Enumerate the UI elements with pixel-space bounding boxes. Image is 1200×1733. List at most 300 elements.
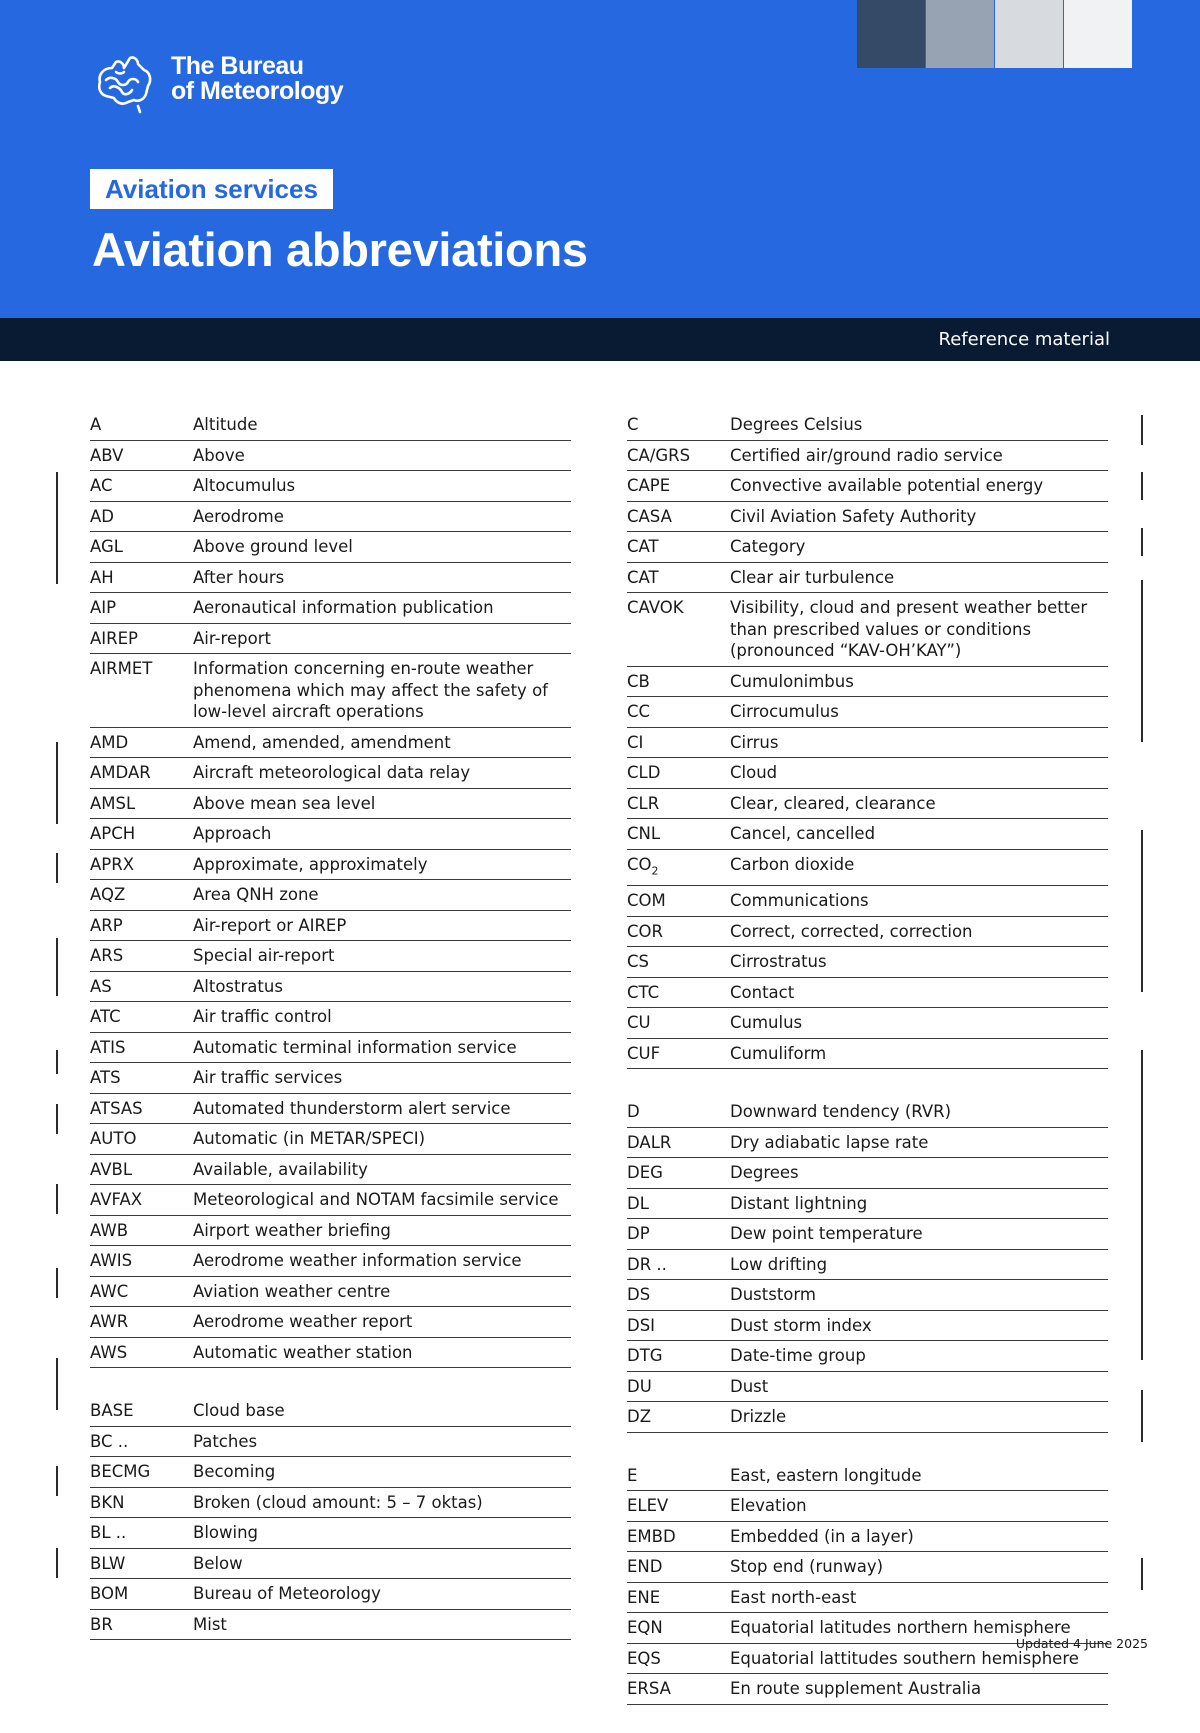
definition: East north-east [730, 1587, 857, 1607]
definition: Air-report [193, 628, 271, 648]
abbreviation-row [627, 1341, 1108, 1372]
abbreviation-text: DP [627, 1224, 650, 1244]
abbreviation [627, 1162, 730, 1184]
abbreviation [627, 1012, 730, 1034]
australia-map-icon [94, 52, 156, 114]
abbreviation [627, 1345, 730, 1367]
abbreviation-row [627, 1219, 1108, 1250]
abbreviation-row [627, 410, 1108, 441]
abbreviation [627, 536, 730, 558]
abbreviation [90, 1037, 193, 1059]
abbreviation-row [627, 850, 1108, 887]
definition: Downward tendency (RVR) [730, 1102, 952, 1122]
abbreviation [627, 475, 730, 497]
change-bar [56, 1358, 58, 1410]
abbreviation [627, 597, 730, 662]
abbreviation-text: E [627, 1465, 638, 1485]
definition: Date-time group [730, 1346, 866, 1366]
definition: Dry adiabatic lapse rate [730, 1132, 929, 1152]
abbreviation-row [627, 1039, 1108, 1070]
abbreviation-text: ABV [90, 445, 124, 465]
abbreviation-row [90, 1002, 571, 1033]
abbreviation [90, 597, 193, 619]
abbreviation-text: AQZ [90, 885, 126, 904]
reference-label: Reference material [938, 329, 1110, 350]
change-bar [56, 853, 58, 883]
abbreviation-text: CTC [627, 982, 660, 1002]
abbreviation-text: AMSL [90, 793, 136, 813]
abbreviation [90, 1220, 193, 1242]
definition: Elevation [730, 1496, 807, 1516]
abbreviation-row [90, 1396, 571, 1427]
abbreviation-text: AS [90, 976, 112, 996]
abbreviation [90, 1342, 193, 1364]
change-bar [1141, 1558, 1143, 1590]
abbreviation-text: ATS [90, 1068, 121, 1087]
abbreviation [90, 854, 193, 876]
abbreviation [627, 701, 730, 723]
definition: Cirrocumulus [730, 702, 839, 721]
abbreviation [627, 762, 730, 784]
change-bar [56, 1184, 58, 1214]
change-bar [56, 1050, 58, 1074]
abbreviation-text: AIRMET [90, 659, 153, 678]
definition: Cirrostratus [730, 952, 827, 972]
abbreviation-text: AGL [90, 537, 123, 556]
color-swatch [857, 0, 925, 68]
abbreviation-text: COM [627, 891, 666, 911]
abbreviation [90, 536, 193, 558]
abbreviation [90, 976, 193, 998]
abbreviation-row [90, 1094, 571, 1125]
abbreviation-row [90, 1124, 571, 1155]
abbreviation-row [627, 1311, 1108, 1342]
definition: Stop end (runway) [730, 1557, 884, 1577]
change-bar [56, 1104, 58, 1134]
abbreviation-row [627, 789, 1108, 820]
color-swatch [1064, 0, 1132, 68]
definition: Air-report or AIREP [193, 915, 347, 935]
abbreviation-row [90, 758, 571, 789]
abbreviation-row [627, 1491, 1108, 1522]
abbreviation-text: APRX [90, 854, 135, 874]
abbreviation-text: DTG [627, 1346, 663, 1366]
abbreviation-row [90, 471, 571, 502]
abbreviation-row [627, 697, 1108, 728]
definition: Available, availability [193, 1159, 368, 1179]
definition: Information concerning en-route weather phenomena which may affect the safety of low-level aircraft operations [193, 659, 548, 721]
definition: Blowing [193, 1523, 259, 1542]
letter-group [627, 410, 1108, 1069]
abbreviation-text: AIP [90, 598, 117, 617]
abbreviation [90, 567, 193, 589]
abbreviation-row [627, 1280, 1108, 1311]
definition: Altitude [193, 415, 258, 434]
abbreviation-text: AH [90, 567, 114, 587]
abbreviation [627, 890, 730, 912]
abbreviation [90, 1098, 193, 1120]
definition: Air traffic control [193, 1007, 332, 1026]
abbreviation-row [90, 1427, 571, 1458]
abbreviation-row [90, 1185, 571, 1216]
change-bar [56, 938, 58, 996]
abbreviation-row [627, 1250, 1108, 1281]
change-bar [1141, 1050, 1143, 1360]
abbreviation [90, 445, 193, 467]
abbreviation-text: BASE [90, 1401, 134, 1420]
abbreviation-row [90, 728, 571, 759]
abbreviation-text: EQS [627, 1648, 661, 1668]
abbreviation-row [627, 1189, 1108, 1220]
abbreviation [627, 1678, 730, 1700]
abbreviation-row [90, 624, 571, 655]
definition: Approach [193, 824, 272, 843]
abbreviation-text: BLW [90, 1553, 126, 1573]
abbreviation-text: CUF [627, 1043, 661, 1063]
abbreviation-text: CLD [627, 763, 661, 782]
abbreviation [627, 1193, 730, 1215]
bom-logo-text [171, 54, 343, 104]
abbreviation [627, 567, 730, 589]
abbreviation-text: END [627, 1557, 663, 1577]
abbreviation-row [90, 1277, 571, 1308]
abbreviation-row [627, 1583, 1108, 1614]
abbreviation-row [627, 758, 1108, 789]
definition: Drizzle [730, 1407, 787, 1427]
change-bar [1141, 1390, 1143, 1442]
definition: Degrees Celsius [730, 415, 863, 434]
definition: Aerodrome [193, 506, 284, 526]
definition: Dew point temperature [730, 1224, 923, 1244]
abbreviation-row [90, 941, 571, 972]
definition: Aerodrome weather report [193, 1312, 413, 1331]
abbreviation-text: CASA [627, 506, 672, 526]
definition: Automatic (in METAR/SPECI) [193, 1129, 426, 1148]
change-bar [1141, 580, 1143, 742]
abbreviation-text: AUTO [90, 1129, 137, 1148]
abbreviation [90, 762, 193, 784]
abbreviation-row [627, 667, 1108, 698]
abbreviation-text: COR [627, 921, 663, 941]
definition: Convective available potential energy [730, 476, 1044, 495]
abbreviation [627, 671, 730, 693]
abbreviation [90, 1583, 193, 1605]
abbreviation-text: D [627, 1102, 640, 1122]
abbreviation-row [627, 1372, 1108, 1403]
abbreviation-text: DALR [627, 1132, 672, 1152]
definition: Altocumulus [193, 476, 296, 495]
abbreviation-row [90, 532, 571, 563]
abbreviation-row [90, 1338, 571, 1369]
definition: Contact [730, 982, 795, 1002]
abbreviation [90, 414, 193, 436]
abbreviation-row [627, 1008, 1108, 1039]
abbreviation [627, 1648, 730, 1670]
abbreviation-row [627, 1158, 1108, 1189]
definition: Mist [193, 1614, 227, 1634]
abbreviation [90, 915, 193, 937]
definition: Altostratus [193, 976, 283, 996]
abbreviation-subscript: 2 [651, 863, 659, 877]
definition: Civil Aviation Safety Authority [730, 506, 977, 526]
definition: Below [193, 1553, 243, 1573]
abbreviation [90, 1553, 193, 1575]
abbreviation-text: BECMG [90, 1462, 151, 1481]
abbreviation [627, 1254, 730, 1276]
abbreviation-row [627, 1522, 1108, 1553]
definition: Dust storm index [730, 1315, 872, 1335]
abbreviation-text: C [627, 415, 639, 434]
change-bar [1141, 472, 1143, 500]
definition: Visibility, cloud and present weather better than prescribed values or conditions (pronounced “KAV-OH’KAY”) [730, 598, 1088, 660]
abbreviation-row [90, 1033, 571, 1064]
abbreviation-text: CAPE [627, 476, 671, 495]
abbreviation-text: EMBD [627, 1526, 676, 1546]
abbreviation [90, 1522, 193, 1544]
definition: Equatorial latitudes northern hemisphere [730, 1618, 1071, 1638]
abbreviation-text: A [90, 415, 102, 434]
definition: Special air-report [193, 946, 335, 965]
definition: Degrees [730, 1163, 799, 1183]
abbreviation-row [90, 911, 571, 942]
definition: Automatic terminal information service [193, 1037, 517, 1057]
abbreviation-text: CLR [627, 793, 660, 813]
definition: Broken (cloud amount: 5 – 7 oktas) [193, 1492, 483, 1512]
definition: Duststorm [730, 1285, 816, 1305]
abbreviation-text: AWS [90, 1342, 128, 1362]
abbreviation [627, 1376, 730, 1398]
change-bar [56, 742, 58, 824]
abbreviation-text: ENE [627, 1587, 661, 1607]
abbreviation-text: AVFAX [90, 1190, 143, 1209]
abbreviation-row [90, 563, 571, 594]
change-bar [1141, 830, 1143, 992]
abbreviation-row [627, 1097, 1108, 1128]
abbreviation-row [90, 1457, 571, 1488]
definition: Cloud [730, 763, 778, 782]
abbreviation [627, 732, 730, 754]
logo-line-1: The Bureau [171, 52, 304, 80]
abbreviation-text: ERSA [627, 1679, 671, 1699]
abbreviation-text: DEG [627, 1163, 663, 1183]
abbreviation-row [90, 410, 571, 441]
abbreviation-row [627, 947, 1108, 978]
abbreviation [627, 1223, 730, 1245]
definition: Automatic weather station [193, 1342, 413, 1362]
definition: Carbon dioxide [730, 854, 855, 874]
abbreviation-text: ARS [90, 946, 124, 965]
definition: Clear air turbulence [730, 567, 895, 587]
abbreviation [627, 1406, 730, 1428]
abbreviation-text: DS [627, 1285, 651, 1305]
change-bar [56, 1268, 58, 1298]
section-label: Aviation services [90, 169, 333, 209]
abbreviation-row [90, 819, 571, 850]
definition: Approximate, approximately [193, 854, 428, 874]
definition: Equatorial lattitudes southern hemisphere [730, 1648, 1079, 1668]
definition: Communications [730, 891, 869, 911]
abbreviation-text: AMDAR [90, 763, 151, 782]
abbreviation [90, 506, 193, 528]
definition: Embedded (in a layer) [730, 1526, 914, 1546]
abbreviation-text: AWIS [90, 1251, 133, 1270]
abbreviation-row [627, 978, 1108, 1009]
definition: Amend, amended, amendment [193, 732, 451, 752]
definition: Distant lightning [730, 1193, 868, 1213]
letter-group [627, 1097, 1108, 1433]
abbreviation-row [627, 917, 1108, 948]
abbreviation-row [90, 972, 571, 1003]
abbreviation [90, 628, 193, 650]
abbreviation-row [627, 563, 1108, 594]
definition: Aviation weather centre [193, 1281, 391, 1301]
abbreviation-row [627, 502, 1108, 533]
updated-date: Updated 4 June 2025 [1015, 1636, 1148, 1651]
abbreviation [627, 1556, 730, 1578]
abbreviation-row [90, 1246, 571, 1277]
abbreviation-row [90, 1307, 571, 1338]
abbreviation-row [90, 441, 571, 472]
abbreviation-row [90, 1155, 571, 1186]
change-bar [1141, 528, 1143, 556]
abbreviation [90, 1067, 193, 1089]
abbreviation-text: CAT [627, 567, 659, 587]
abbreviation [90, 1614, 193, 1636]
abbreviation-text: ATIS [90, 1037, 126, 1057]
abbreviation-text: CB [627, 671, 650, 691]
letter-group [627, 1461, 1108, 1705]
abbreviation-row [627, 1128, 1108, 1159]
abbreviation [627, 1617, 730, 1639]
abbreviation-row [627, 532, 1108, 563]
abbreviation [90, 658, 193, 723]
abbreviation-text: AD [90, 506, 114, 526]
abbreviation [627, 445, 730, 467]
abbreviation [627, 921, 730, 943]
abbreviation-text: CA/GRS [627, 445, 691, 465]
definition: After hours [193, 567, 285, 587]
abbreviation-text: CAVOK [627, 598, 684, 617]
abbreviation-column-right [627, 410, 1108, 1733]
letter-group [90, 410, 571, 1368]
abbreviation-text: AVBL [90, 1159, 133, 1179]
definition: Aerodrome weather information service [193, 1251, 522, 1270]
abbreviation-text: ATSAS [90, 1098, 143, 1118]
abbreviation [627, 1465, 730, 1487]
abbreviation-row [90, 850, 571, 881]
abbreviation-text: EQN [627, 1618, 663, 1638]
definition: Above mean sea level [193, 793, 376, 813]
abbreviation [90, 1431, 193, 1453]
abbreviation [627, 1043, 730, 1065]
logo-line-2: of Meteorology [171, 77, 344, 105]
abbreviation-text: ARP [90, 915, 123, 935]
abbreviation-text: BC .. [90, 1431, 129, 1451]
abbreviation-row [90, 593, 571, 624]
abbreviation [90, 884, 193, 906]
definition: Cloud base [193, 1401, 285, 1420]
abbreviation [627, 1101, 730, 1123]
abbreviation-text: CC [627, 702, 651, 721]
definition: Patches [193, 1431, 258, 1451]
abbreviation [90, 732, 193, 754]
abbreviation [627, 506, 730, 528]
abbreviation-text: DL [627, 1193, 649, 1213]
abbreviation [90, 1128, 193, 1150]
abbreviation-row [627, 471, 1108, 502]
abbreviation-text: CS [627, 952, 649, 972]
abbreviation-row [627, 886, 1108, 917]
abbreviation-row [627, 819, 1108, 850]
definition: Automated thunderstorm alert service [193, 1098, 511, 1118]
abbreviation-text: BL .. [90, 1523, 127, 1542]
abbreviation-text: ATC [90, 1007, 121, 1026]
change-bar [56, 472, 58, 584]
definition: Becoming [193, 1462, 276, 1481]
definition: Meteorological and NOTAM facsimile service [193, 1190, 559, 1209]
change-bar [56, 1548, 58, 1578]
abbreviation [90, 1250, 193, 1272]
abbreviation-column-left [90, 410, 571, 1668]
abbreviation [627, 951, 730, 973]
abbreviation-text: CO [627, 854, 652, 874]
abbreviation-text: BR [90, 1614, 113, 1634]
definition: Airport weather briefing [193, 1220, 391, 1240]
abbreviation-row [627, 441, 1108, 472]
definition: Aeronautical information publication [193, 598, 494, 617]
abbreviation [90, 1492, 193, 1514]
abbreviation [90, 1311, 193, 1333]
abbreviation [627, 982, 730, 1004]
abbreviation-text: CNL [627, 824, 661, 843]
definition: Above ground level [193, 537, 353, 556]
abbreviation-text: AMD [90, 732, 129, 752]
abbreviation [90, 475, 193, 497]
definition: Aircraft meteorological data relay [193, 763, 471, 782]
abbreviation-text: DSI [627, 1315, 656, 1335]
definition: Cumulonimbus [730, 671, 854, 691]
definition: Cumuliform [730, 1043, 827, 1063]
abbreviation-row [90, 880, 571, 911]
abbreviation-row [627, 1552, 1108, 1583]
abbreviation [90, 823, 193, 845]
abbreviation [627, 1526, 730, 1548]
abbreviation-text: APCH [90, 824, 136, 843]
abbreviation-text: CAT [627, 537, 659, 556]
abbreviation-row [627, 1402, 1108, 1433]
abbreviation [627, 1132, 730, 1154]
abbreviation [90, 1189, 193, 1211]
abbreviation [627, 1495, 730, 1517]
abbreviation-text: CI [627, 732, 644, 752]
definition: East, eastern longitude [730, 1465, 922, 1485]
definition: Cirrus [730, 732, 779, 752]
color-swatch [926, 0, 994, 68]
abbreviation-row [90, 789, 571, 820]
abbreviation-text: AWC [90, 1281, 129, 1301]
abbreviation [627, 1587, 730, 1609]
change-bar [56, 1466, 58, 1496]
definition: Above [193, 445, 245, 465]
definition: Area QNH zone [193, 885, 319, 904]
definition: Bureau of Meteorology [193, 1584, 381, 1603]
definition: Correct, corrected, correction [730, 921, 973, 941]
abbreviation [90, 1461, 193, 1483]
color-swatch [995, 0, 1063, 68]
abbreviation [90, 945, 193, 967]
page-title: Aviation abbreviations [92, 223, 588, 276]
definition: Category [730, 537, 806, 556]
